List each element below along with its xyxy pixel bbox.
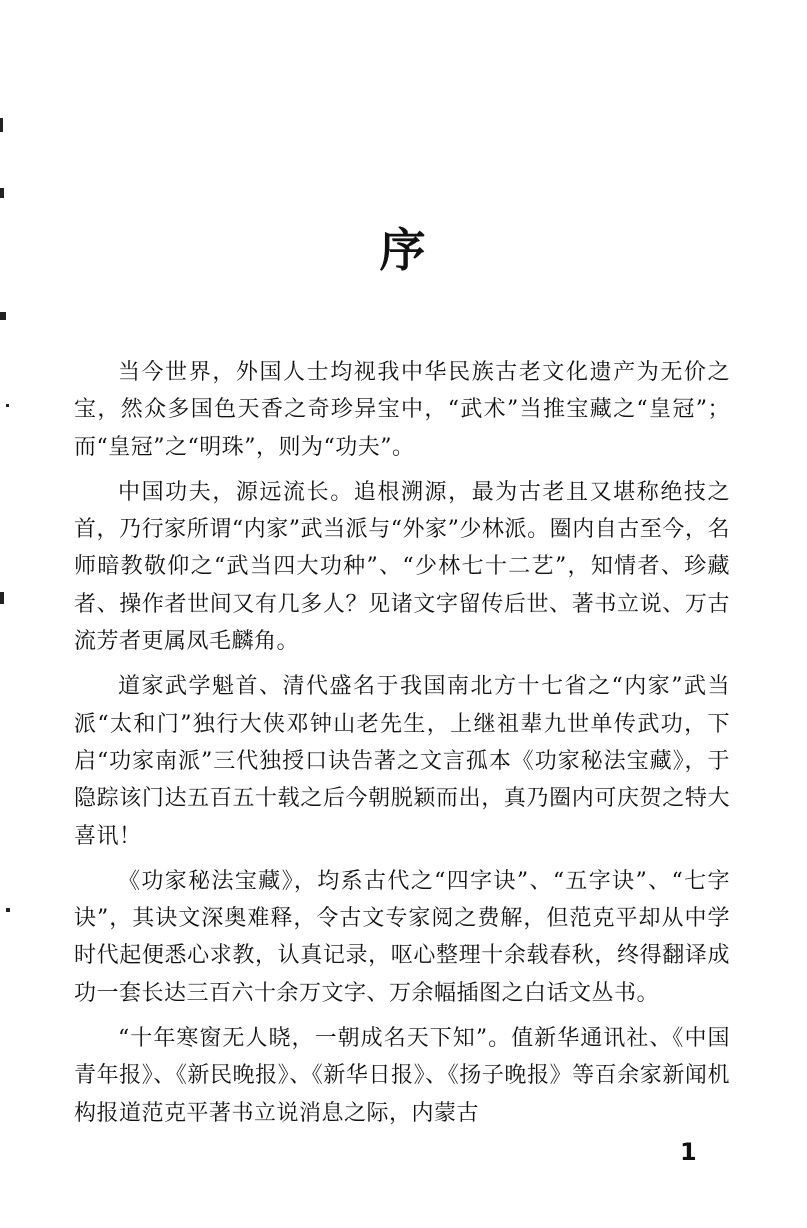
body-text: [74, 354, 730, 1140]
paragraph-2: 中国功夫，源远流长。追根溯源，最为古老且又堪称绝技之首，乃行家所谓“内家”武当派与“外家”少林派。圈内自古至今，名师暗教敬仰之“武当四大功种”、“少林七十二艺”，知情者、珍藏者、操作者世间又有几多人？见诸文字留传后世、著书立说、万古流芳者更属凤毛麟角。: [74, 479, 730, 655]
scan-speck: [0, 312, 6, 320]
scan-speck: [0, 118, 3, 132]
scan-speck: [0, 592, 4, 604]
scan-speck: [6, 404, 9, 407]
paragraph-4: 《功家秘法宝藏》，均系古代之“四字诀”、“五字诀”、“七字诀”，其诀文深奥难释，令古文专家阅之费解，但范克平却从中学时代起便悉心求教，认真记录，呕心整理十余载春秋，终得翻译成功一套长达三百六十余万文字、万余幅插图之白话文丛书。: [74, 868, 730, 1006]
paragraph-5: “十年寒窗无人晓，一朝成名天下知”。值新华通讯社、《中国青年报》、《新民晚报》、《新华日报》、《扬子晚报》等百余家新闻机构报道范克平著书立说消息之际，内蒙古: [74, 1026, 730, 1126]
scan-speck: [6, 908, 10, 912]
scan-speck: [0, 188, 4, 198]
paragraph-3: 道家武学魁首、清代盛名于我国南北方十七省之“内家”武当派“太和门”独行大侠邓钟山老先生，上继祖辈九世单传武功，下启“功家南派”三代独授口诀告著之文言孤本《功家秘法宝藏》，于隐踪该门达五百五十载之后今朝脱颖而出，真乃圈内可庆贺之特大喜讯！: [74, 674, 730, 849]
paragraph-1: 当今世界，外国人士均视我中华民族古老文化遗产为无价之宝，然众多国色天香之奇珍异宝中，“武术”当推宝藏之“皇冠”；而“皇冠”之“明珠”，则为“功夫”。: [74, 360, 730, 460]
page-number: 1: [680, 1138, 697, 1166]
page-title: 序: [379, 223, 428, 277]
